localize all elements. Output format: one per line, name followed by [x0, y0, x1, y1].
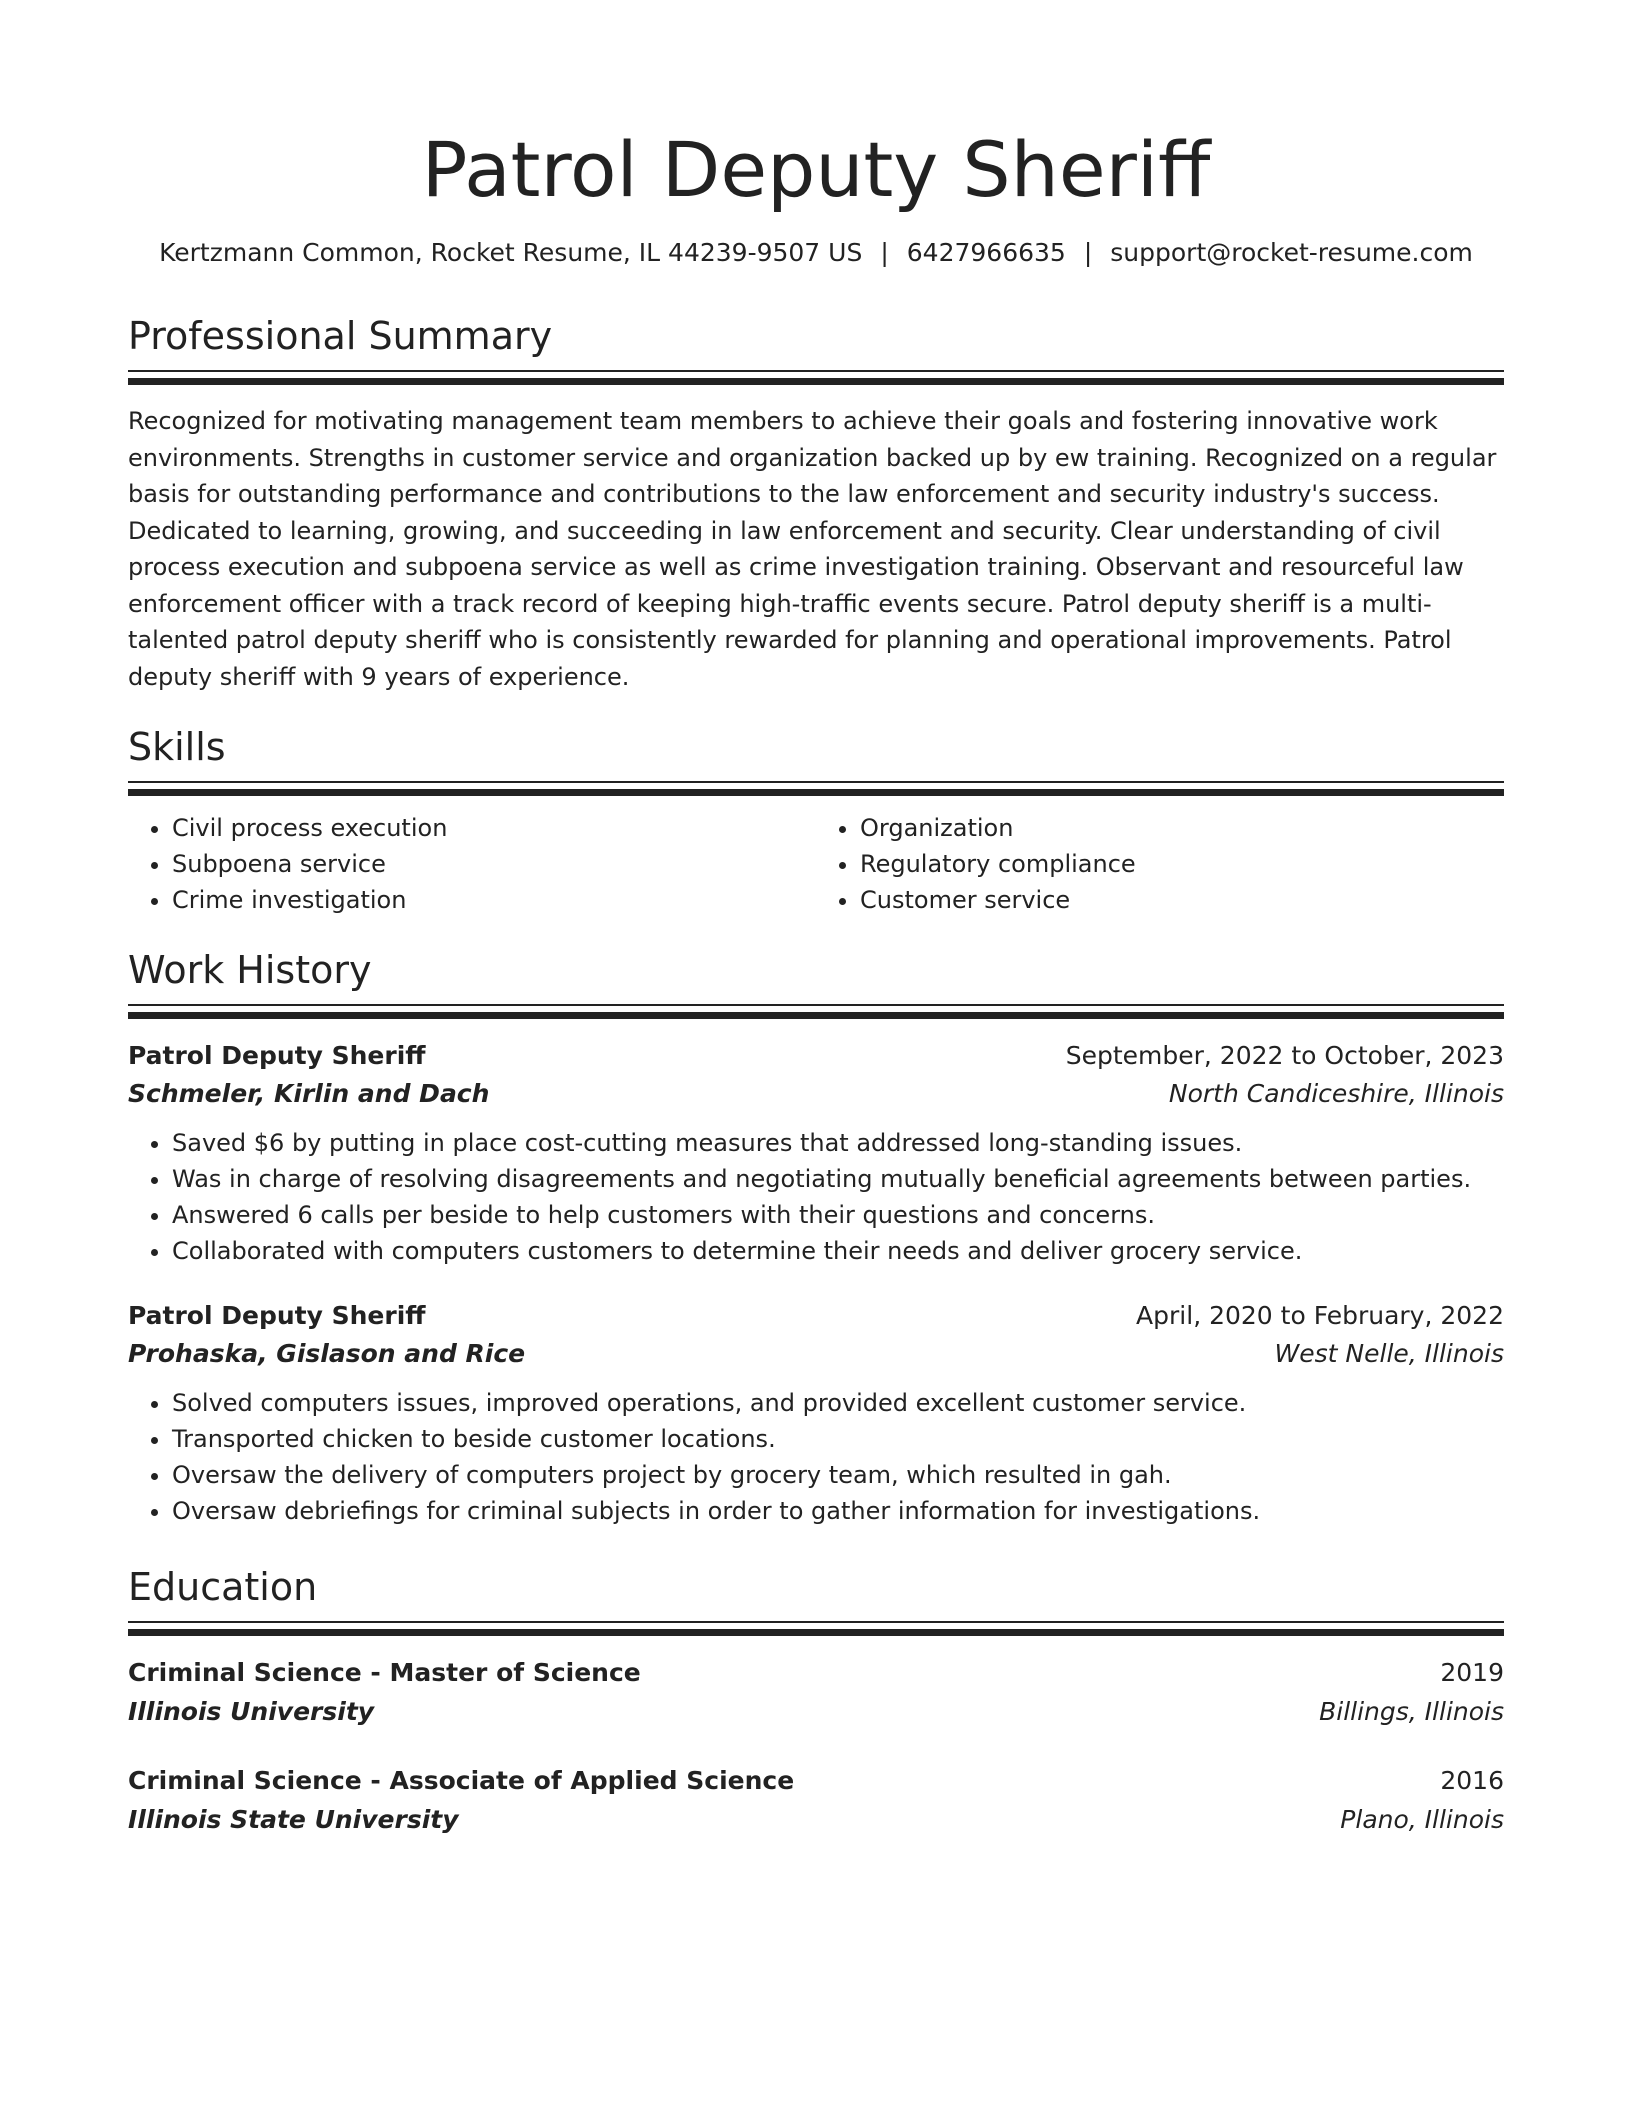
contact-separator: | — [880, 238, 889, 267]
education-entry — [128, 1762, 1504, 1840]
resume-page — [128, 0, 1504, 1840]
job-entry — [128, 1297, 1504, 1529]
section-title-skills: Skills — [128, 725, 226, 769]
work-history-section — [128, 946, 1504, 1529]
skill-item: • Civil process execution — [172, 810, 816, 846]
job-location: North Candiceshire, Illinois — [1168, 1079, 1504, 1108]
education-entry — [128, 1654, 1504, 1732]
education-school-row — [128, 1692, 1504, 1732]
job-bullets — [128, 1385, 1504, 1529]
contact-phone: 6427966635 — [906, 238, 1066, 267]
job-bullet: • Solved computers issues, improved operations, and provided excellent customer service. — [172, 1385, 1504, 1421]
skills-columns — [128, 810, 1504, 918]
professional-summary-section — [128, 312, 1504, 695]
section-divider — [128, 781, 1504, 798]
skill-item: • Crime investigation — [172, 882, 816, 918]
contact-line — [128, 236, 1504, 270]
job-bullet: • Collaborated with computers customers to determine their needs and deliver grocery service. — [172, 1233, 1504, 1269]
education-header-row — [128, 1762, 1504, 1800]
section-divider — [128, 370, 1504, 387]
job-employer-row — [128, 1075, 1504, 1113]
contact-separator: | — [1083, 238, 1093, 267]
education-location: Plano, Illinois — [1340, 1805, 1504, 1834]
job-bullet: • Answered 6 calls per beside to help customers with their questions and concerns. — [172, 1197, 1504, 1233]
job-bullets — [128, 1125, 1504, 1269]
section-divider — [128, 1621, 1504, 1638]
education-degree: Criminal Science - Master of Science — [128, 1658, 641, 1687]
skill-item: • Regulatory compliance — [860, 846, 1504, 882]
section-title-education: Education — [128, 1565, 318, 1609]
education-year: 2016 — [1440, 1766, 1504, 1795]
job-bullet: • Was in charge of resolving disagreements and negotiating mutually beneficial agreements between parties. — [172, 1161, 1504, 1197]
education-school: Illinois University — [128, 1697, 375, 1726]
education-section — [128, 1563, 1504, 1840]
section-title-work: Work History — [128, 948, 372, 992]
skill-item: • Customer service — [860, 882, 1504, 918]
job-title: Patrol Deputy Sheriff — [128, 1301, 426, 1330]
education-header-row — [128, 1654, 1504, 1692]
contact-address: Kertzmann Common, Rocket Resume, IL 44239-9507 US — [159, 238, 863, 267]
job-bullet: • Oversaw debriefings for criminal subjects in order to gather information for investigations. — [172, 1493, 1504, 1529]
section-divider — [128, 1004, 1504, 1021]
job-bullet: • Oversaw the delivery of computers project by grocery team, which resulted in gah. — [172, 1457, 1504, 1493]
job-location: West Nelle, Illinois — [1274, 1339, 1504, 1368]
education-location: Billings, Illinois — [1319, 1697, 1504, 1726]
education-degree: Criminal Science - Associate of Applied Science — [128, 1766, 795, 1795]
education-school: Illinois State University — [128, 1805, 459, 1834]
summary-text: Recognized for motivating management team members to achieve their goals and fostering innovative work environments. Strengths in customer service and organization backed up by ew training. Recognized on a regular basis for outstanding performance and contributions to the law enforcement and security industry's success. Dedicated to learning, growing, and succeeding in law enforcement and security. Clear understanding of civil process execution and subpoena service as well as crime investigation training. Observant and resourceful law enforcement officer with a track record of keeping high-traffic events secure. Patrol deputy sheriff is a multi-talented patrol deputy sheriff who is consistently rewarded for planning and operational improvements. Patrol deputy sheriff with 9 years of experience. — [128, 407, 1497, 691]
contact-email: support@rocket-resume.com — [1110, 238, 1473, 267]
job-employer-row — [128, 1335, 1504, 1373]
job-header-row — [128, 1297, 1504, 1335]
job-employer: Prohaska, Gislason and Rice — [128, 1339, 526, 1368]
skills-section — [128, 723, 1504, 918]
skills-list-right — [816, 810, 1504, 918]
resume-name: Patrol Deputy Sheriff — [421, 125, 1211, 214]
job-header-row — [128, 1037, 1504, 1075]
section-title-summary: Professional Summary — [128, 314, 553, 358]
job-employer: Schmeler, Kirlin and Dach — [128, 1079, 490, 1108]
job-dates: April, 2020 to February, 2022 — [1136, 1301, 1504, 1330]
job-title: Patrol Deputy Sheriff — [128, 1041, 426, 1070]
job-dates: September, 2022 to October, 2023 — [1065, 1041, 1504, 1070]
education-school-row — [128, 1800, 1504, 1840]
job-entry — [128, 1037, 1504, 1269]
skills-list-left — [128, 810, 816, 918]
job-bullet: • Saved $6 by putting in place cost-cutting measures that addressed long-standing issues. — [172, 1125, 1504, 1161]
skill-item: • Organization — [860, 810, 1504, 846]
education-year: 2019 — [1440, 1658, 1504, 1687]
skill-item: • Subpoena service — [172, 846, 816, 882]
job-bullet: • Transported chicken to beside customer locations. — [172, 1421, 1504, 1457]
